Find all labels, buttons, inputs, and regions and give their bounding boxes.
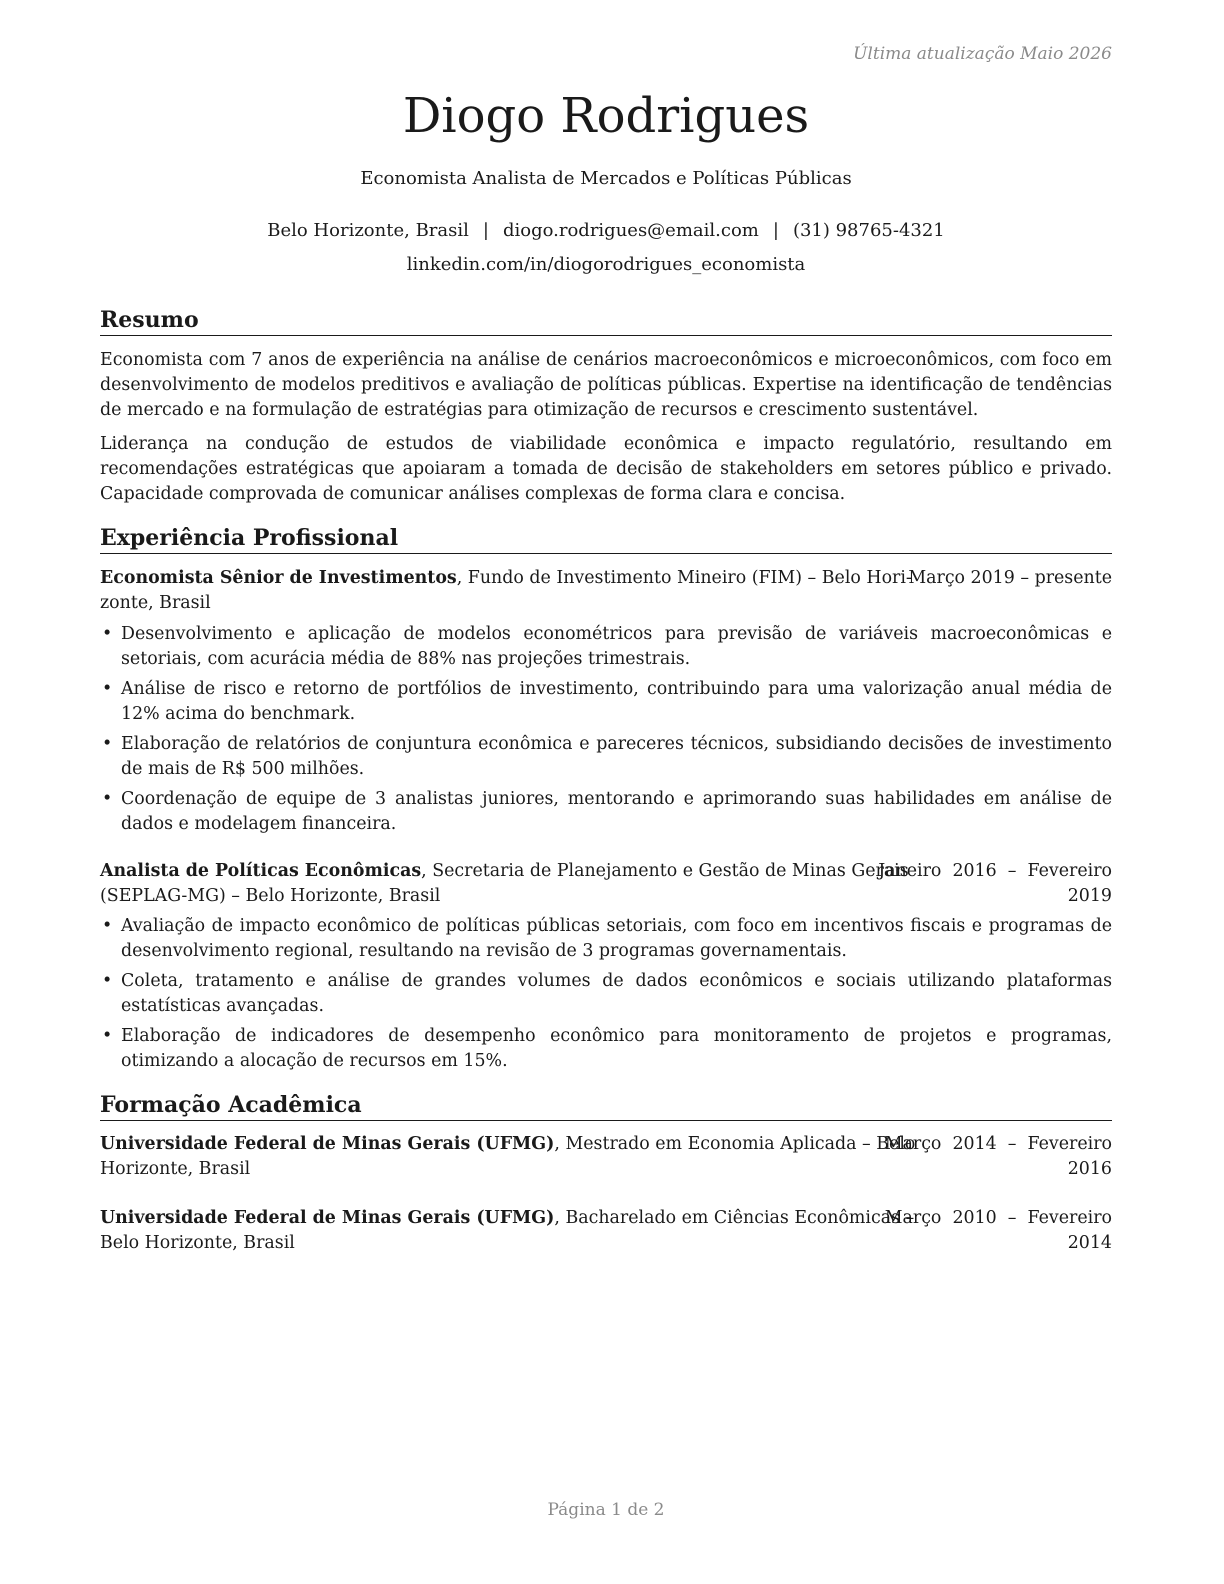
summary-paragraph-1: Economista com 7 anos de experiência na análise de cenários macroeconômicos e microeconômicos, com foco em desenvolvimento de modelos preditivos e avaliação de políticas públicas. Expertise na identificação de tendências de mercado e na formulação de estratégias para otimização de recursos e crescimento sustentável. [100, 350, 1112, 420]
job-role: Economista Sênior de Investimentos [100, 568, 457, 588]
list-item: • Elaboração de relatórios de conjuntura econômica e pareceres técnicos, subsidiando decisões de investimento de mais de R$ 500 milhões. [100, 732, 1112, 782]
candidate-name: Diogo Rodrigues [402, 88, 810, 144]
degree: , Bacharelado em Ciências Econômicas – [554, 1208, 915, 1228]
page-number: Página 1 de 2 [547, 1500, 665, 1520]
degree-cont: Horizonte, Brasil [100, 1159, 251, 1179]
job-title-line [100, 859, 909, 884]
degree: , Mestrado em Economia Aplicada – Belo [554, 1134, 916, 1154]
separator: | [482, 220, 489, 241]
section-title-education: Formação Acadêmica [100, 1091, 1112, 1121]
job-org: , Fundo de Investimento Mineiro (FIM) – Belo Hori- [456, 568, 912, 588]
job-bullets [100, 914, 1112, 1079]
list-item: • Coordenação de equipe de 3 analistas juniores, mentorando e aprimorando suas habilidades em análise de dados e modelagem financeira. [100, 787, 1112, 837]
job-title-line [100, 566, 912, 591]
separator: | [772, 220, 779, 241]
education-dates: Março 2010 – Fevereiro [884, 1208, 1112, 1228]
candidate-title: Economista Analista de Mercados e Políticas Públicas [360, 168, 852, 189]
job-header [100, 566, 1112, 616]
list-item: • Análise de risco e retorno de portfólios de investimento, contribuindo para uma valorização anual média de 12% acima do benchmark. [100, 677, 1112, 727]
job-org: , Secretaria de Planejamento e Gestão de Minas Gerais [421, 861, 909, 881]
job-role: Analista de Políticas Econômicas [100, 861, 422, 881]
job-org-cont: zonte, Brasil [100, 593, 211, 613]
last-updated: Última atualização Maio 2026 [853, 44, 1112, 64]
job-dates: Janeiro 2016 – Fevereiro [878, 861, 1112, 881]
job-bullets [100, 622, 1112, 842]
job-dates: Março 2019 – presente [908, 568, 1112, 588]
section-title-summary: Resumo [100, 306, 1112, 336]
job-dates-cont: 2019 [1067, 886, 1112, 906]
list-item: • Desenvolvimento e aplicação de modelos econométricos para previsão de variáveis macroeconômicas e setoriais, com acurácia média de 88% nas projeções trimestrais. [100, 622, 1112, 672]
list-item: • Avaliação de impacto econômico de políticas públicas setoriais, com foco em incentivos fiscais e programas de desenvolvimento regional, resultando na revisão de 3 programas governamentais. [100, 914, 1112, 964]
list-item: • Coleta, tratamento e análise de grandes volumes de dados econômicos e sociais utilizando plataformas estatísticas avançadas. [100, 969, 1112, 1019]
education-title-line [100, 1206, 914, 1231]
email-link[interactable]: diogo.rodrigues@email.com [502, 220, 759, 241]
school-name: Universidade Federal de Minas Gerais (UFMG) [100, 1134, 555, 1154]
education-dates-cont: 2014 [1067, 1233, 1112, 1253]
contact-line [100, 218, 1112, 244]
summary-paragraph-2: Liderança na condução de estudos de viabilidade econômica e impacto regulatório, resultando em recomendações estratégicas que apoiaram a tomada de decisão de stakeholders em setores público e privado. Capacidade comprovada de comunicar análises complexas de forma clara e concisa. [100, 434, 1112, 504]
resume-page [100, 0, 1112, 1584]
location: Belo Horizonte, Brasil [267, 220, 469, 241]
linkedin-link[interactable]: linkedin.com/in/diogorodrigues_economista [406, 254, 806, 275]
degree-cont: Belo Horizonte, Brasil [100, 1233, 295, 1253]
education-item [100, 1132, 1112, 1182]
education-dates: Março 2014 – Fevereiro [884, 1134, 1112, 1154]
job-header [100, 859, 1112, 909]
section-title-experience: Experiência Profissional [100, 524, 1112, 554]
phone: (31) 98765-4321 [792, 220, 945, 241]
education-dates-cont: 2016 [1067, 1159, 1112, 1179]
education-item [100, 1206, 1112, 1256]
list-item: • Elaboração de indicadores de desempenho econômico para monitoramento de projetos e programas, otimizando a alocação de recursos em 15%. [100, 1024, 1112, 1074]
job-org-cont: (SEPLAG-MG) – Belo Horizonte, Brasil [100, 886, 441, 906]
school-name: Universidade Federal de Minas Gerais (UFMG) [100, 1208, 555, 1228]
education-title-line [100, 1132, 915, 1157]
